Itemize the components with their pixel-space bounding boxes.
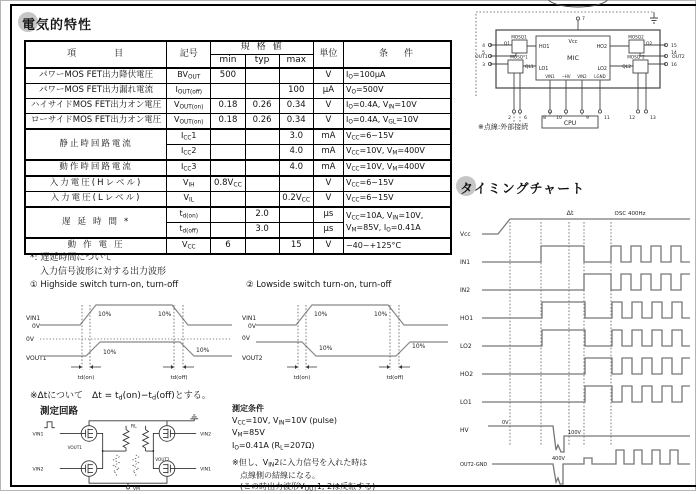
delay-time-note xyxy=(30,252,166,280)
td-off-label: td(off) xyxy=(386,375,404,381)
measurement-circuit-title: 測定回路 xyxy=(40,406,79,417)
cell-symbol: $V_{OUT(on)}$ xyxy=(167,114,211,130)
osc-annotation: OSC 400Hz xyxy=(614,211,646,217)
cell-condition: $V_{CC}=10V$, $V_M=400V$ xyxy=(343,160,451,176)
cell-min: 0.18 xyxy=(211,114,245,130)
timing-chart xyxy=(458,198,696,490)
header-symbol: 記号 xyxy=(167,41,211,68)
cell-typ: 0.26 xyxy=(245,99,279,114)
cell-unit: V xyxy=(313,114,343,130)
pin-number: 14 xyxy=(671,51,677,56)
lo1-label: LO1 xyxy=(539,67,549,72)
cell-min xyxy=(211,192,245,208)
condition-line: $V_{CC}=10V$, $V_{IN}=10V$ (pulse) xyxy=(232,415,338,427)
cell-min: 6 xyxy=(211,238,245,254)
mosq2-label: MOSQ2 xyxy=(628,34,644,40)
cell-typ xyxy=(245,68,279,84)
cell-min: 0.18 xyxy=(211,99,245,114)
pin-number: 8 xyxy=(543,116,546,121)
cell-symbol: $I_{CC}3$ xyxy=(167,160,211,176)
zero-volt-label: 0V xyxy=(248,323,256,330)
cell-item: ローサイドMOS FET出力オン電圧 xyxy=(25,114,167,130)
cell-item: 入力電圧(Lレベル) xyxy=(25,192,167,208)
cell-condition: $V_{CC}=6\sim 15V$ xyxy=(343,129,451,145)
q2-label: Q2 xyxy=(646,42,653,47)
signal-label: OUT2-GND xyxy=(460,462,488,468)
cell-symbol: $BV_{OUT}$ xyxy=(167,68,211,84)
vin1-right-label: VIN1 xyxy=(200,467,212,473)
signal-label: IN1 xyxy=(460,259,471,266)
ql2-label: QL2 xyxy=(622,65,631,70)
header-unit: 単位 xyxy=(313,41,343,68)
pct-label: 10% xyxy=(196,347,210,354)
cell-condition: −40~+125°C xyxy=(343,238,451,254)
cell-max: $0.2V_{CC}$ xyxy=(279,192,313,208)
signal-label: LO2 xyxy=(460,343,472,350)
pct-label: 10% xyxy=(103,349,117,356)
cell-max: 15 xyxy=(279,238,313,254)
cell-unit: μs xyxy=(313,223,343,239)
header-condition: 条件 xyxy=(343,41,451,68)
cell-max: 100 xyxy=(279,84,313,99)
pin-number: 13 xyxy=(650,116,656,121)
condition-note: (この時出力波形$V_{OUT}1$, 2は反転する) xyxy=(240,482,376,493)
cell-min xyxy=(211,207,245,223)
cell-symbol: $V_{OUT(on)}$ xyxy=(167,99,211,114)
cell-typ xyxy=(245,129,279,145)
header-max: max xyxy=(279,55,313,69)
cell-unit: mA xyxy=(313,129,343,145)
waveform-title: ② Lowside switch turn-on, turn-off xyxy=(246,280,392,290)
cell-symbol: $V_{IL}$ xyxy=(167,192,211,208)
condition-line: $I_O=0.41A$ $(R_L=207\Omega)$ xyxy=(232,441,315,452)
table-row xyxy=(25,176,451,192)
cell-typ xyxy=(245,238,279,254)
cell-typ: 2.0 xyxy=(245,207,279,223)
cell-unit: V xyxy=(313,176,343,192)
condition-line: $V_M=85V$ xyxy=(232,428,265,439)
spec-table-container xyxy=(24,40,452,255)
table-row xyxy=(25,129,451,145)
cell-unit: μs xyxy=(313,207,343,223)
cell-item: パワーMOS FET出力降伏電圧 xyxy=(25,68,167,84)
cell-condition: $I_O=0.4A$, $V_{GL}=10V$ xyxy=(343,114,451,130)
cell-item: ハイサイドMOS FET出力オン電圧 xyxy=(25,99,167,114)
cell-max xyxy=(279,207,313,223)
vout2-label: VOUT2 xyxy=(155,456,170,462)
cell-condition: $V_{CC}=10V$, $V_M=400V$ xyxy=(343,145,451,161)
header-min: min xyxy=(211,55,245,69)
cell-typ xyxy=(245,84,279,99)
mosq1-label: MOSQ1 xyxy=(511,34,527,40)
vin-label: VIN1 xyxy=(26,315,41,322)
mosqs1-label: MOSQ*1 xyxy=(510,54,528,60)
cell-unit: mA xyxy=(313,145,343,161)
mic-label: MIC xyxy=(566,54,580,62)
condition-note: 点線側の結線になる。 xyxy=(240,470,320,480)
note-line: 入力信号波形に対する出力波形 xyxy=(40,266,167,277)
cell-typ xyxy=(245,145,279,161)
condition-note: ※但し、$V_{IN}2$に入力信号を入れた時は xyxy=(232,457,368,469)
pin-number: 9 xyxy=(586,116,589,121)
out1-label: OUT1 xyxy=(475,55,488,60)
cell-condition xyxy=(343,207,451,238)
header-spec: 規格値 xyxy=(211,41,314,55)
cell-item: 動作時回路電流 xyxy=(25,160,167,176)
spec-table xyxy=(24,40,452,255)
signal-label: IN2 xyxy=(460,287,471,294)
cell-symbol: $I_{OUT(off)}$ xyxy=(167,84,211,99)
cell-unit: V xyxy=(313,99,343,114)
delta-t-annotation: Δt xyxy=(566,209,574,217)
cell-item: 静止時回路電流 xyxy=(25,129,167,160)
cell-min: 500 xyxy=(211,68,245,84)
zero-volt-label: 0V xyxy=(242,335,250,342)
dotted-line-note: ※点線:外部接続 xyxy=(478,123,529,131)
cell-item: パワーMOS FET出力漏れ電流 xyxy=(25,84,167,99)
pin-number: 12 xyxy=(629,116,635,121)
signal-label: HV xyxy=(460,427,469,434)
ql1-label: QL1 xyxy=(525,65,534,70)
cell-symbol: $I_{CC}1$ xyxy=(167,129,211,145)
vin2-right-label: VIN2 xyxy=(200,432,212,438)
condition-line: $V_M=85V$, $I_O=0.41A$ xyxy=(345,222,421,233)
delta-t-note: ※Δtについて $\Delta t = t_d(on)-t_d(off)$とする。 xyxy=(30,391,211,402)
signal-label: HO2 xyxy=(460,371,474,378)
signal-label: Vcc xyxy=(460,231,471,238)
header-item: 項目 xyxy=(25,41,167,68)
out2-label: OUT2 xyxy=(672,55,685,60)
vin2-label: VIN2 xyxy=(32,467,44,473)
cell-unit: mA xyxy=(313,160,343,176)
vout1-label: VOUT1 xyxy=(67,445,82,451)
v400-annotation: 400V xyxy=(552,456,565,462)
q1-label: Q1 xyxy=(503,42,510,47)
section-title-electrical: 電気的特性 xyxy=(22,18,93,33)
cell-condition: $V_O=500V$ xyxy=(343,84,451,99)
table-row xyxy=(25,68,451,84)
vin1-pin-label: VIN1 xyxy=(545,74,555,79)
pin-number: 5 xyxy=(482,51,485,56)
vin-label: VIN1 xyxy=(242,315,257,322)
waveform-title: ① Highside switch turn-on, turn-off xyxy=(30,280,179,290)
cell-max: 4.0 xyxy=(279,145,313,161)
lo2-label: LO2 xyxy=(597,67,607,72)
cell-max: 4.0 xyxy=(279,160,313,176)
pin-number: 16 xyxy=(671,63,677,68)
waveform-highside-diagram xyxy=(24,292,236,384)
cell-symbol: $I_{CC}2$ xyxy=(167,145,211,161)
pct-label: 10% xyxy=(158,311,172,318)
td-on-label: td(on) xyxy=(293,375,311,381)
table-row xyxy=(25,192,451,208)
lgnd-pin-label: LGND xyxy=(594,74,606,79)
td-off-label: td(off) xyxy=(170,375,188,381)
vin1-label: VIN1 xyxy=(32,432,44,438)
pct-label: 10% xyxy=(319,345,333,352)
cell-symbol: $V_{CC}$ xyxy=(167,238,211,254)
vcc-pin-label: Vcc xyxy=(568,39,578,45)
cell-item: 遅延時間* xyxy=(25,207,167,238)
cell-condition: $V_{CC}=6\sim 15V$ xyxy=(343,192,451,208)
cell-typ xyxy=(245,176,279,192)
cell-item: 入力電圧(Hレベル) xyxy=(25,176,167,192)
table-row xyxy=(25,207,451,223)
vin2-pin-label: VIN2 xyxy=(577,74,587,79)
cell-min xyxy=(211,145,245,161)
zero-volt-label: 0V xyxy=(26,336,34,343)
signal-label: LO1 xyxy=(460,399,472,406)
zero-volt-label: 0V xyxy=(32,323,40,330)
pct-label: 10% xyxy=(98,311,112,318)
table-row xyxy=(25,160,451,176)
cell-item: 動作電圧 xyxy=(25,238,167,254)
table-header-row xyxy=(25,41,451,55)
conditions-title: 測定条件 xyxy=(232,404,264,413)
condition-line: $V_{CC}=10A$, $V_{IN}=10V$, xyxy=(345,210,424,222)
cell-unit: V xyxy=(313,68,343,84)
pin-number: 7 xyxy=(582,17,585,22)
signal-label: HO1 xyxy=(460,315,474,322)
cell-min xyxy=(211,160,245,176)
cell-condition: $I_O=0.4A$, $V_{IN}=10V$ xyxy=(343,99,451,114)
cell-min xyxy=(211,223,245,239)
cell-condition: $V_{CC}=6\sim 15V$ xyxy=(343,176,451,192)
cpu-label: CPU xyxy=(563,120,577,127)
cell-typ xyxy=(245,192,279,208)
pct-label: 10% xyxy=(412,343,426,350)
cell-max: 0.34 xyxy=(279,114,313,130)
cell-condition: $I_O=100\mu A$ xyxy=(343,68,451,84)
pin-number: 6 xyxy=(524,116,527,121)
vm-label: VM xyxy=(132,487,141,492)
cell-symbol: $t_{d(off)}$ xyxy=(167,223,211,239)
ho1-label: HO1 xyxy=(539,45,550,50)
pin-number: 2 xyxy=(508,116,511,121)
cell-max xyxy=(279,68,313,84)
pin-number: 10 xyxy=(556,116,562,121)
cell-typ: 0.26 xyxy=(245,114,279,130)
cell-unit: V xyxy=(313,238,343,254)
cell-typ xyxy=(245,160,279,176)
cell-max xyxy=(279,176,313,192)
cell-unit: μA xyxy=(313,84,343,99)
pct-label: 10% xyxy=(374,311,388,318)
cell-max: 3.0 xyxy=(279,129,313,145)
pin-number: 11 xyxy=(604,116,610,121)
pin-number: 3 xyxy=(482,63,485,68)
cell-min: $0.8V_{CC}$ xyxy=(211,176,245,192)
cell-min xyxy=(211,84,245,99)
cell-unit: V xyxy=(313,192,343,208)
measurement-circuit-diagram xyxy=(28,414,228,490)
v100-annotation: 100V xyxy=(568,430,581,436)
note-line: *: 遅延時間について xyxy=(30,253,113,263)
vout-label: VOUT1 xyxy=(26,355,47,362)
vout-label: VOUT2 xyxy=(242,355,263,362)
zero-volt-annotation: 0V xyxy=(502,420,509,426)
ho2-label: HO2 xyxy=(596,45,607,50)
pct-label: 10% xyxy=(314,311,328,318)
hv-pin-label: −HV xyxy=(561,74,571,79)
cell-max xyxy=(279,223,313,239)
cell-symbol: $V_{IH}$ xyxy=(167,176,211,192)
cell-symbol: $t_{d(on)}$ xyxy=(167,207,211,223)
table-row xyxy=(25,114,451,130)
pin-number: 15 xyxy=(671,44,677,49)
waveform-highside xyxy=(24,280,238,384)
table-row xyxy=(25,84,451,99)
cell-min xyxy=(211,129,245,145)
waveform-lowside xyxy=(240,280,454,384)
section-title-timing: タイミングチャート xyxy=(460,182,586,197)
waveform-lowside-diagram xyxy=(240,292,452,384)
cell-typ: 3.0 xyxy=(245,223,279,239)
cell-max: 0.34 xyxy=(279,99,313,114)
mosqs2-label: MOSQ*2 xyxy=(627,54,645,60)
rl-label: RL xyxy=(130,424,137,430)
td-on-label: td(on) xyxy=(77,375,95,381)
measurement-conditions xyxy=(232,403,454,494)
header-typ: typ xyxy=(245,55,279,69)
pin-number: 4 xyxy=(482,44,485,49)
table-row xyxy=(25,99,451,114)
